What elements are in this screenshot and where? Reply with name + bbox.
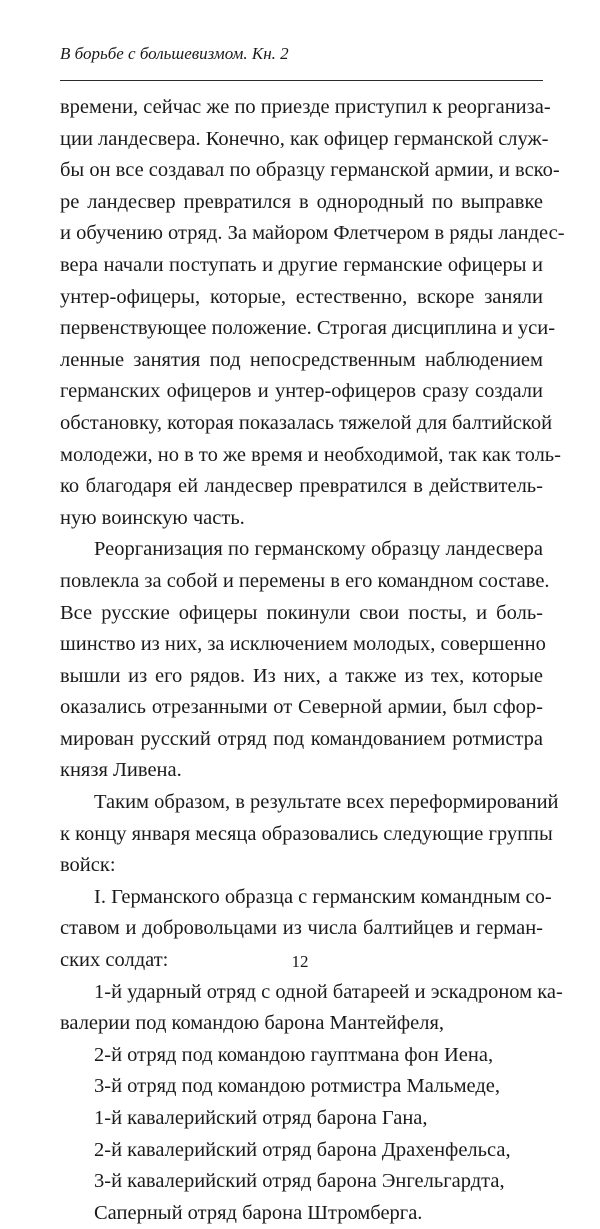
- text-line: ко благодаря ей ландесвер превратился в действитель-: [60, 475, 543, 498]
- text-line: молодежи, но в то же время и необходимой, так как толь-: [60, 443, 561, 466]
- text-line: князя Ливена.: [60, 759, 182, 782]
- text-line: 3-й кавалерийский отряд барона Энгельгардта,: [94, 1170, 505, 1193]
- text-line: вера начали поступать и другие германские офицеры и: [60, 253, 543, 276]
- text-line: валерии под командою барона Мантейфеля,: [60, 1012, 445, 1035]
- text-line: повлекла за собой и перемены в его командном составе.: [60, 569, 550, 592]
- text-line: унтер-офицеры, которые, естественно, вскоре заняли: [60, 285, 543, 308]
- text-line: ре ландесвер превратился в однородный по выправке: [60, 190, 543, 213]
- text-line: бы он все создавал по образцу германской армии, и вско-: [60, 159, 560, 182]
- header-rule: [60, 80, 543, 81]
- text-line: времени, сейчас же по приезде приступил к реорганиза-: [60, 96, 551, 118]
- page-number: 12: [291, 952, 309, 971]
- text-line: 2-й кавалерийский отряд барона Драхенфельса,: [94, 1138, 511, 1161]
- text-line: шинство из них, за исключением молодых, совершенно: [60, 633, 546, 656]
- text-line: вышли из его рядов. Из них, а также из тех, которые: [60, 664, 543, 687]
- text-line: 1-й кавалерийский отряд барона Гана,: [94, 1107, 428, 1129]
- text-line: мирован русский отряд под командованием ротмистра: [60, 727, 543, 750]
- text-line: Таким образом, в результате всех переформирований: [94, 791, 559, 814]
- text-line: Все русские офицеры покинули свои посты, и боль-: [60, 601, 543, 624]
- text-line: 1-й ударный отряд с одной батареей и эскадроном ка-: [94, 980, 563, 1003]
- running-title: В борьбе с большевизмом. Кн. 2: [60, 44, 289, 63]
- text-line: I. Германского образца с германским командным со-: [94, 885, 552, 908]
- text-line: оказались отрезанными от Северной армии, был сфор-: [60, 696, 543, 719]
- text-line: первенствующее положение. Строгая дисциплина и уси-: [60, 317, 556, 340]
- text-line: ставом и добровольцами из числа балтийцев и герман-: [60, 917, 543, 940]
- body-text: [60, 92, 565, 1229]
- text-line: Саперный отряд барона Штромберга.: [94, 1201, 423, 1224]
- text-line: 3-й отряд под командою ротмистра Мальмеде,: [94, 1075, 501, 1098]
- text-line: Реорганизация по германскому образцу ландесвера: [94, 538, 543, 561]
- text-line: ских солдат:: [60, 949, 169, 972]
- text-line: ленные занятия под непосредственным наблюдением: [60, 348, 543, 371]
- text-line: обстановку, которая показалась тяжелой для балтийской: [60, 411, 553, 434]
- text-line: 2-й отряд под командою гауптмана фон Иена,: [94, 1043, 494, 1066]
- text-line: ную воинскую часть.: [60, 506, 245, 529]
- text-line: и обучению отряд. За майором Флетчером в ряды ландес-: [60, 222, 565, 245]
- text-line: войск:: [60, 854, 116, 877]
- text-line: германских офицеров и унтер-офицеров сразу создали: [60, 380, 543, 403]
- text-line: ции ландесвера. Конечно, как офицер германской служ-: [60, 127, 549, 150]
- text-line: к концу января месяца образовались следующие группы: [60, 822, 553, 845]
